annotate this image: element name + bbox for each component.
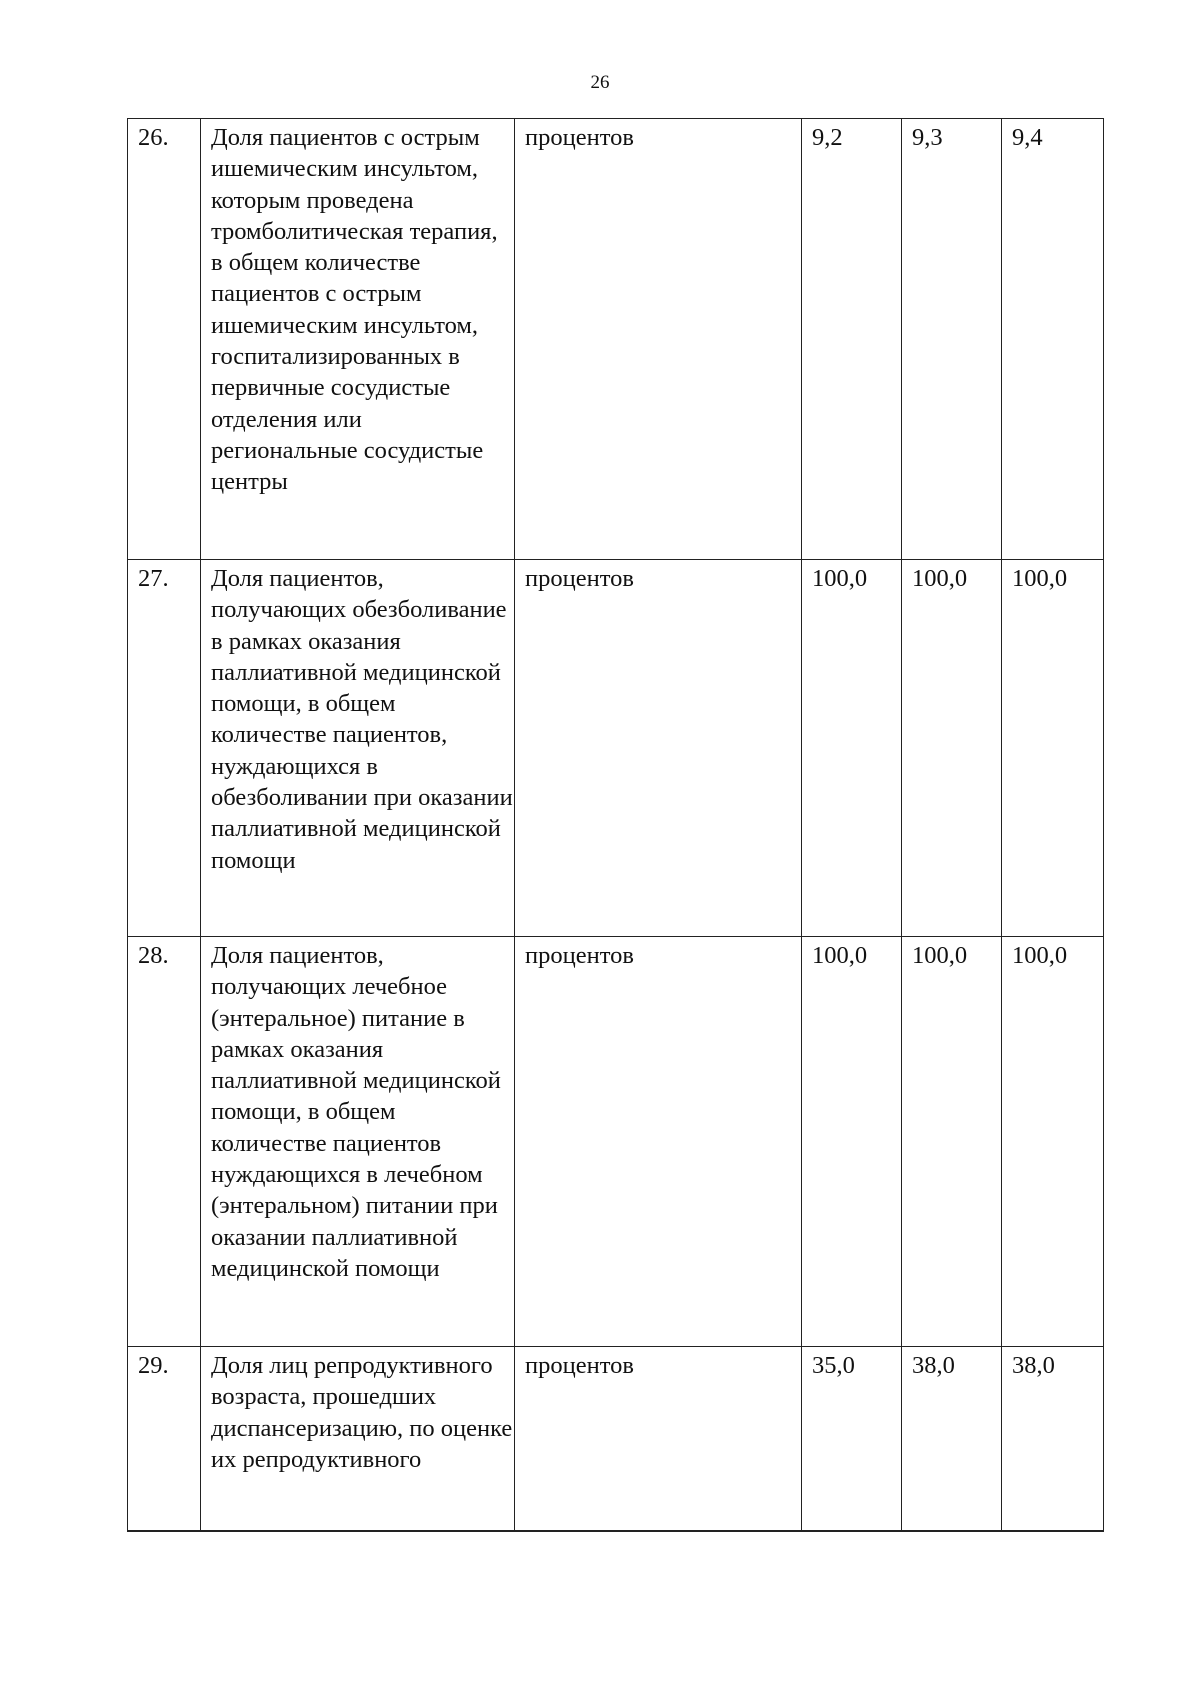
value-year-1: 9,2 xyxy=(802,119,902,560)
value-year-2: 100,0 xyxy=(902,560,1002,937)
value-year-2: 38,0 xyxy=(902,1347,1002,1531)
value-year-3: 38,0 xyxy=(1002,1347,1104,1531)
row-number: 28. xyxy=(128,937,201,1347)
value-year-1: 100,0 xyxy=(802,937,902,1347)
row-number: 26. xyxy=(128,119,201,560)
unit-cell: процентов xyxy=(515,937,802,1347)
unit-cell: процентов xyxy=(515,560,802,937)
indicators-table xyxy=(127,118,1104,1532)
value-year-1: 35,0 xyxy=(802,1347,902,1531)
table-row xyxy=(128,119,1104,560)
value-year-3: 100,0 xyxy=(1002,937,1104,1347)
value-year-2: 9,3 xyxy=(902,119,1002,560)
table-row xyxy=(128,560,1104,937)
value-year-1: 100,0 xyxy=(802,560,902,937)
value-year-3: 9,4 xyxy=(1002,119,1104,560)
value-year-2: 100,0 xyxy=(902,937,1002,1347)
unit-cell: процентов xyxy=(515,1347,802,1531)
unit-cell: процентов xyxy=(515,119,802,560)
table-row xyxy=(128,1347,1104,1531)
page-number: 26 xyxy=(590,72,610,93)
value-year-3: 100,0 xyxy=(1002,560,1104,937)
row-number: 29. xyxy=(128,1347,201,1531)
indicator-name: Доля пациентов, получающих лечебное (энтеральное) питание в рамках оказания паллиативной медицинской помощи, в общем количестве пациентов нуждающихся в лечебном (энтеральном) питании при оказании паллиативной медицинской помощи xyxy=(201,937,515,1347)
indicator-name: Доля лиц репродуктивного возраста, прошедших диспансеризацию, по оценке их репродуктивного xyxy=(201,1347,515,1531)
indicator-name: Доля пациентов с острым ишемическим инсультом, которым проведена тромболитическая терапия, в общем количестве пациентов с острым ишемическим инсультом, госпитализированных в первичные сосудистые отделения или региональные сосудистые центры xyxy=(201,119,515,560)
indicator-name: Доля пациентов, получающих обезболивание в рамках оказания паллиативной медицинской помощи, в общем количестве пациентов, нуждающихся в обезболивании при оказании паллиативной медицинской помощи xyxy=(201,560,515,937)
row-number: 27. xyxy=(128,560,201,937)
table-row xyxy=(128,937,1104,1347)
